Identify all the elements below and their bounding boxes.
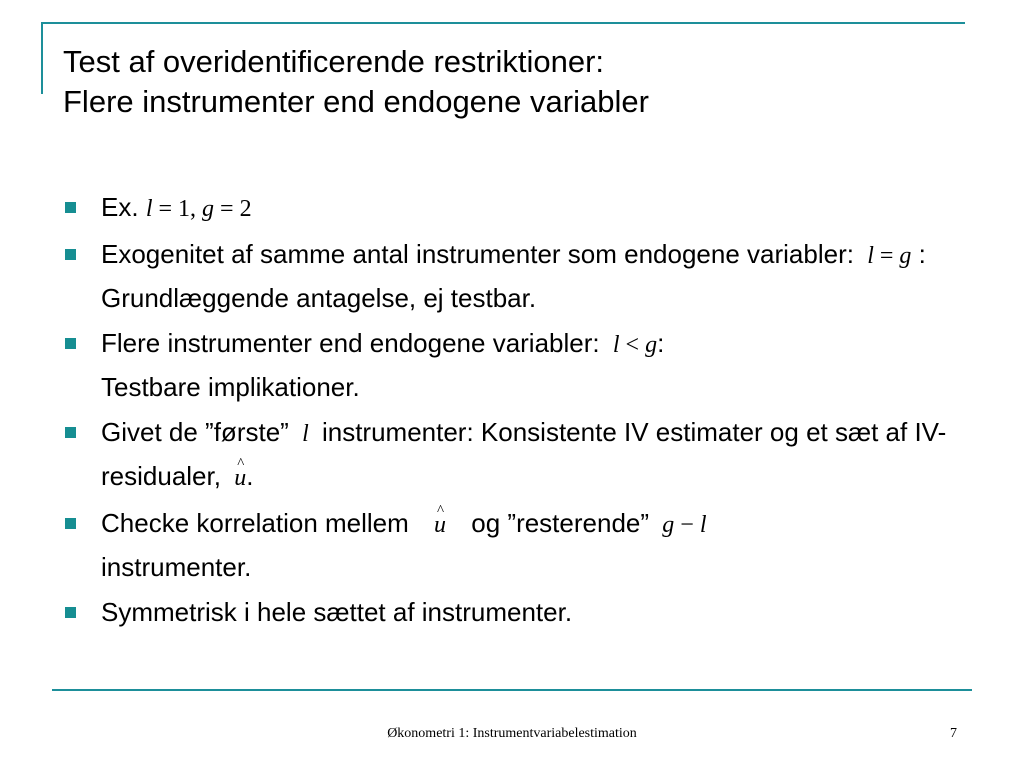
math-expression (146, 196, 252, 222)
math-var-g: g (645, 332, 658, 358)
bullet-text: instrumenter: Konsistente IV estimater og et sæt af IV-residualer, (101, 417, 947, 491)
math-expression (296, 421, 315, 447)
bullet-item (62, 411, 992, 499)
bullet-text: : (657, 328, 665, 358)
math-op: = (879, 243, 894, 269)
square-bullet-icon (65, 249, 76, 260)
math-var-g: g (202, 196, 215, 222)
bullet-list (62, 186, 992, 636)
bullet-text: Ex. (101, 192, 139, 222)
square-bullet-icon (65, 607, 76, 618)
slide-title (63, 42, 649, 122)
math-op: − (680, 512, 694, 538)
slide-title-line-2: Flere instrumenter end endogene variabler (63, 84, 649, 119)
page-number: 7 (950, 726, 957, 741)
math-expression (861, 243, 911, 269)
bullet-text: Testbare implikationer. (101, 372, 360, 402)
bullet-text: : Grundlæggende antagelse, ej testbar. (101, 239, 926, 313)
bullet-text: Checke korrelation mellem (101, 508, 409, 538)
math-expression (228, 465, 246, 491)
math-number: 1, (178, 196, 197, 222)
bullet-item (62, 322, 992, 408)
slide-title-line-1: Test af overidentificerende restriktioner: (63, 44, 605, 79)
math-expression (656, 512, 706, 538)
math-number: 2 (239, 196, 252, 222)
square-bullet-icon (65, 427, 76, 438)
bullet-text: Flere instrumenter end endogene variabler: (101, 328, 600, 358)
math-op: = (220, 196, 234, 222)
math-var-l: l (699, 512, 707, 538)
math-var-l: l (145, 196, 153, 222)
math-var-l: l (612, 332, 620, 358)
math-var-u-hat: ^ u (234, 457, 246, 499)
math-op: = (158, 196, 173, 222)
math-var-l: l (302, 421, 309, 447)
bullet-text: Exogenitet af samme antal instrumenter som endogene variabler: (101, 239, 854, 269)
square-bullet-icon (65, 338, 76, 349)
bullet-text: instrumenter. (101, 552, 252, 582)
title-accent-vertical-line (41, 22, 43, 94)
bullet-text: Symmetrisk i hele sættet af instrumenter. (101, 597, 573, 627)
square-bullet-icon (65, 518, 76, 529)
bullet-item (62, 591, 992, 633)
bullet-text: Givet de ”første” (101, 417, 289, 447)
bullet-item (62, 186, 992, 230)
square-bullet-icon (65, 202, 76, 213)
footer-title: Økonometri 1: Instrumentvariabelestimation (387, 726, 637, 741)
math-var-g: g (899, 243, 912, 269)
math-op: < (625, 332, 640, 358)
title-accent-top-line (41, 22, 965, 24)
footer-divider (52, 689, 972, 691)
math-expression (607, 332, 657, 358)
bullet-item (62, 502, 992, 588)
math-var-l: l (867, 243, 874, 269)
math-expression (416, 512, 464, 538)
bullet-text: . (246, 461, 254, 491)
math-var-g: g (662, 512, 675, 538)
math-var-u-hat: ^ u (434, 504, 446, 546)
bullet-item (62, 233, 992, 319)
bullet-text: og ”resterende” (471, 508, 650, 538)
